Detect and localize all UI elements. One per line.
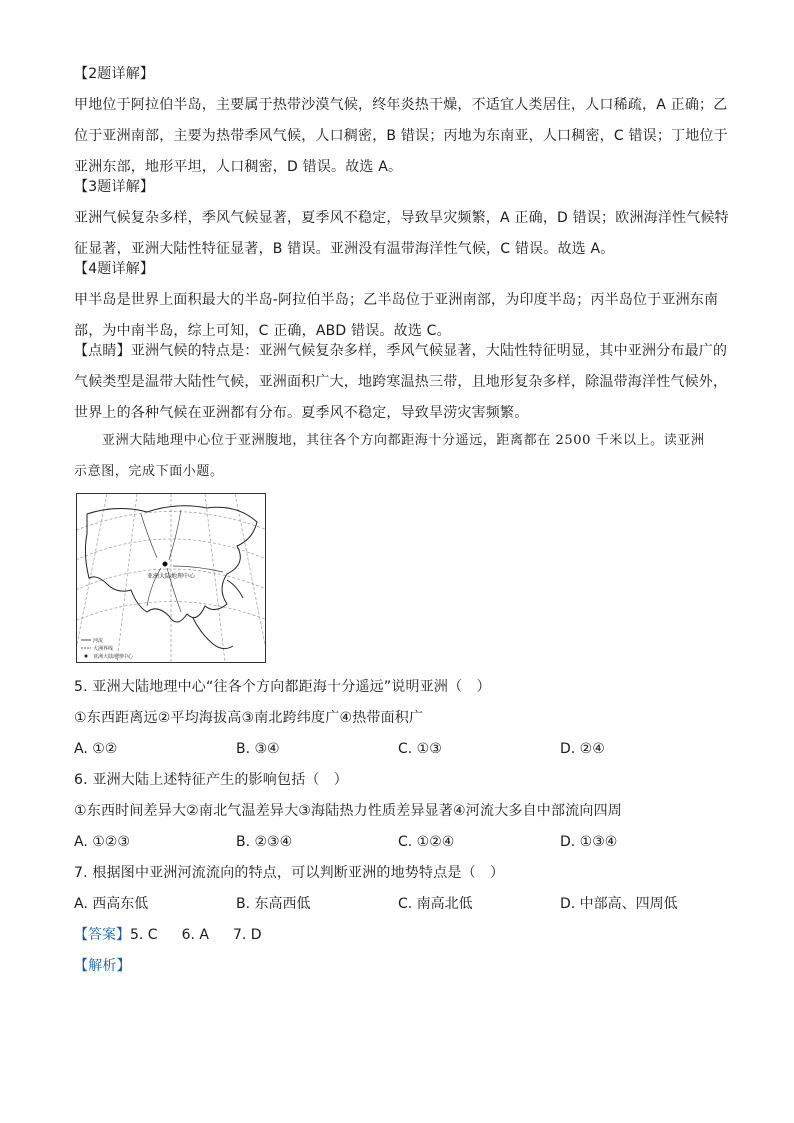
option-a: A. 西高东低 bbox=[74, 896, 149, 912]
text-line: 部，为中南半岛，综上可知，C 正确，ABD 错误。故选 C。 bbox=[74, 323, 451, 339]
answer-item: 5. C bbox=[130, 927, 158, 943]
section-body bbox=[74, 208, 729, 259]
text-line: 征显著，亚洲大陆性特征显著，B 错误。亚洲没有温带海洋性气候，C 错误。故选 A。 bbox=[74, 241, 615, 257]
answer-item: 7. D bbox=[232, 927, 262, 943]
text-line: 甲半岛是世界上面积最大的半岛-阿拉伯半岛；乙半岛位于亚洲南部，为印度半岛；丙半岛位于亚洲东南 bbox=[74, 292, 719, 308]
option-b: B. ②③④ bbox=[236, 834, 293, 850]
document-page bbox=[74, 64, 729, 976]
analysis-heading: 【解析】 bbox=[74, 958, 131, 974]
text-line: 甲地位于阿拉伯半岛，主要属于热带沙漠气候，终年炎热干燥，不适宜人类居住，人口稀疏，A 正确；乙 bbox=[74, 97, 728, 113]
text-line: 亚洲气候的特点是：亚洲气候复杂多样，季风气候显著，大陆性特征明显，其中亚洲分布最广的 bbox=[130, 343, 728, 359]
section-body bbox=[74, 290, 722, 341]
text-line: 世界上的各种气候在亚洲都有分布。夏季风不稳定，导致旱涝灾害频繁。 bbox=[74, 405, 529, 421]
question-stem: 6. 亚洲大陆上述特征产生的影响包括（ ） bbox=[74, 772, 349, 788]
option-b: B. 东高西低 bbox=[236, 896, 311, 912]
text-line: 示意图，完成下面小题。 bbox=[74, 464, 224, 479]
option-row bbox=[74, 832, 722, 852]
option-c: C. 南高北低 bbox=[398, 896, 473, 912]
text-line: 亚洲气候复杂多样，季风气候显著，夏季风不稳定，导致旱灾频繁，A 正确，D 错误；欧洲海洋性气候特 bbox=[74, 210, 729, 226]
asia-map-figure bbox=[76, 493, 266, 663]
option-row bbox=[74, 894, 722, 914]
text-line: 气候类型是温带大陆性气候，亚洲面积广大，地跨寒温热三带，且地形复杂多样，除温带海洋性气候外， bbox=[74, 374, 728, 390]
option-c: C. ①③ bbox=[398, 741, 442, 757]
section-q2 bbox=[74, 64, 728, 177]
question-intro bbox=[74, 431, 722, 482]
answer-item: 6. A bbox=[181, 927, 209, 943]
answer-heading: 【答案】 bbox=[74, 927, 130, 943]
legend-label: 亚洲大陆地理中心 bbox=[93, 654, 134, 660]
option-d: D. ①③④ bbox=[560, 834, 618, 850]
section-q4 bbox=[74, 259, 722, 341]
question-statement: ①东西时间差异大②南北气温差异大③海陆热力性质差异显著④河流大多自中部流向四周 bbox=[74, 803, 623, 819]
question-7 bbox=[74, 863, 722, 914]
question-statement: ①东西距离远②平均海拔高③南北跨纬度广④热带面积广 bbox=[74, 710, 424, 726]
text-line: 位于亚洲南部，主要为热带季风气候，人口稠密，B 错误；丙地为东南亚，人口稠密，C 错误；丁地位于 bbox=[74, 128, 728, 144]
text-line: 亚洲东部，地形平坦，人口稠密，D 错误。故选 A。 bbox=[74, 159, 403, 175]
option-c: C. ①②④ bbox=[398, 834, 455, 850]
option-a: A. ①② bbox=[74, 741, 118, 757]
option-d: D. 中部高、四周低 bbox=[560, 896, 678, 912]
legend-label: 大洲界线 bbox=[93, 646, 114, 652]
option-row bbox=[74, 739, 722, 759]
section-heading: 【3题详解】 bbox=[74, 179, 155, 195]
legend-label: 河流 bbox=[93, 638, 104, 644]
option-b: B. ③④ bbox=[236, 741, 280, 757]
question-5 bbox=[74, 677, 722, 759]
option-d: D. ②④ bbox=[560, 741, 605, 757]
answer-line bbox=[74, 925, 722, 945]
option-a: A. ①②③ bbox=[74, 834, 130, 850]
text-line: 亚洲大陆地理中心位于亚洲腹地，其往各个方向都距海十分遥远，距离都在 2500 千米以上。读亚洲 bbox=[102, 433, 705, 448]
question-stem: 5. 亚洲大陆地理中心“往各个方向都距海十分遥远”说明亚洲（ ） bbox=[74, 679, 491, 695]
section-body bbox=[74, 95, 728, 177]
tip-heading: 【点睛】 bbox=[74, 343, 131, 359]
section-heading: 【2题详解】 bbox=[74, 66, 155, 82]
map-center-label: 亚洲大陆地理中心 bbox=[147, 573, 196, 580]
section-heading: 【4题详解】 bbox=[74, 261, 155, 277]
question-stem: 7. 根据图中亚洲河流流向的特点，可以判断亚洲的地势特点是（ ） bbox=[74, 865, 505, 881]
question-6 bbox=[74, 770, 722, 852]
section-q3 bbox=[74, 177, 729, 259]
asia-map-drawing bbox=[77, 494, 265, 662]
tip-section bbox=[74, 341, 728, 423]
